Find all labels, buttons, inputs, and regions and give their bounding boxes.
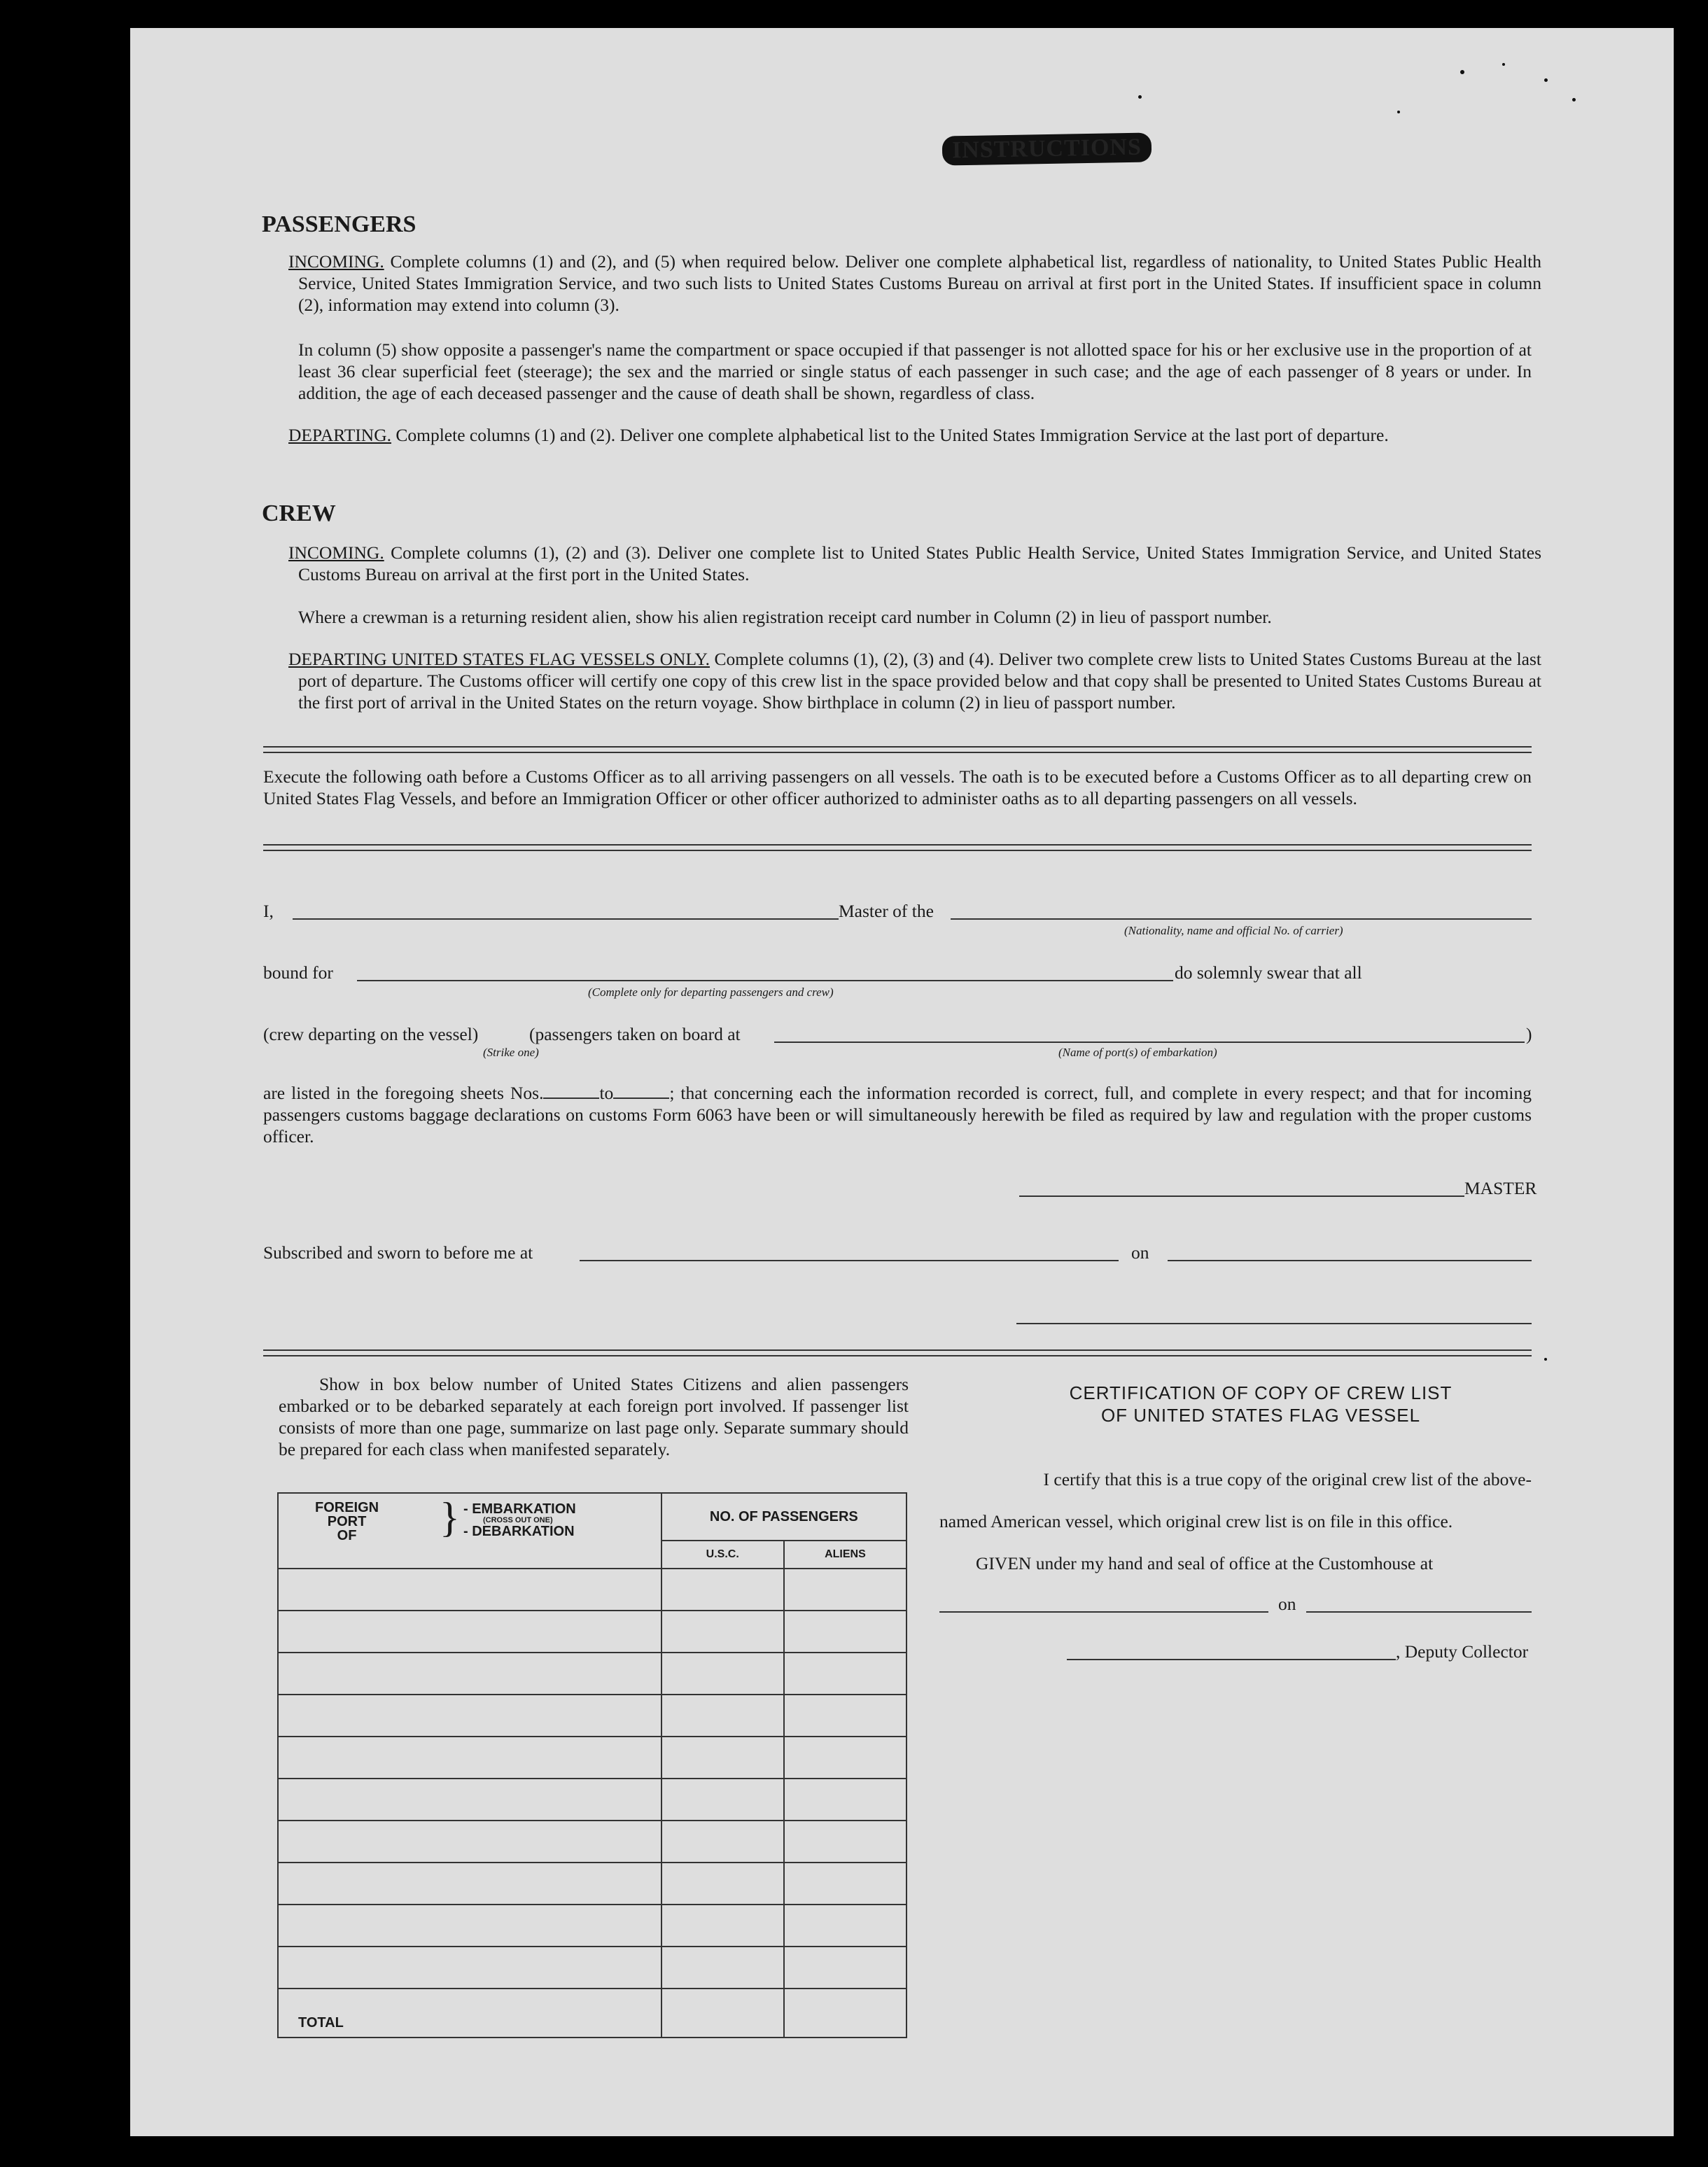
port-cell[interactable]	[278, 1863, 662, 1905]
usc-cell[interactable]	[662, 1863, 784, 1905]
given-line: GIVEN under my hand and seal of office at the Customhouse at	[976, 1553, 1434, 1573]
aliens-cell[interactable]	[784, 1611, 906, 1653]
port-cell[interactable]	[278, 1695, 662, 1737]
listed-to: to	[599, 1083, 614, 1103]
crew-departing-text: Complete columns (1), (2), (3) and (4). Deliver two complete crew lists to United States Customs Bureau at the last port of departure. The Customs officer will certify one copy of this crew list in the space provided below and that copy shall be presented to United States Customs Bureau at the first port of arrival in the United States on the return voyage. Show birthplace in column (2) in lieu of passport number.	[298, 649, 1541, 713]
crew-heading: CREW	[262, 500, 336, 526]
port-cell[interactable]	[278, 1779, 662, 1821]
listed-paragraph	[263, 1082, 1532, 1147]
usc-header: U.S.C.	[662, 1541, 784, 1569]
show-box-paragraph: Show in box below number of United States Citizens and alien passengers embarked or to be debarked separately at each foreign port involved. If passenger list consists of more than one page, summarize on last page only. Separate summary should be prepared for each class when manifested separately.	[279, 1374, 909, 1459]
table-row	[278, 1737, 906, 1779]
total-row	[278, 1989, 906, 2038]
aliens-total-cell[interactable]	[784, 1989, 906, 2038]
aliens-header: ALIENS	[784, 1541, 906, 1569]
passengers-incoming-lead: INCOMING.	[288, 251, 384, 272]
table-row	[278, 1569, 906, 1611]
master-of-label: Master of the	[839, 901, 934, 921]
aliens-cell[interactable]	[784, 1905, 906, 1947]
certify-line-b: named American vessel, which original crew list is on file in this office.	[939, 1511, 1453, 1531]
port-cell[interactable]	[278, 1737, 662, 1779]
usc-cell[interactable]	[662, 1905, 784, 1947]
crew-resident-paragraph: Where a crewman is a returning resident alien, show his alien registration receipt card number in Column (2) in lieu of passport number.	[298, 607, 1272, 627]
scan-speck	[1460, 70, 1464, 74]
scan-speck	[1138, 95, 1142, 99]
subscribed-place-field[interactable]	[580, 1260, 1119, 1261]
port-cell[interactable]	[278, 1611, 662, 1653]
deputy-signature-line[interactable]	[1067, 1659, 1396, 1660]
embarkation-label: - EMBARKATION	[463, 1501, 576, 1517]
scan-speck	[1544, 78, 1548, 82]
usc-cell[interactable]	[662, 1611, 784, 1653]
close-paren: )	[1526, 1024, 1532, 1044]
officer-signature-line[interactable]	[1016, 1323, 1532, 1324]
aliens-cell[interactable]	[784, 1821, 906, 1863]
table-row	[278, 1863, 906, 1905]
port-cell[interactable]	[278, 1821, 662, 1863]
no-passengers-header: NO. OF PASSENGERS	[662, 1493, 906, 1541]
total-label: TOTAL	[278, 1989, 662, 2038]
ports-field[interactable]	[774, 1042, 1525, 1043]
foreign-label: FOREIGN	[315, 1500, 379, 1515]
of-label: OF	[337, 1528, 357, 1543]
usc-cell[interactable]	[662, 1947, 784, 1989]
oath-i-label: I,	[263, 901, 274, 921]
table-row	[278, 1821, 906, 1863]
certification-title-line2: OF UNITED STATES FLAG VESSEL	[1100, 1405, 1421, 1426]
port-cell[interactable]	[278, 1569, 662, 1611]
passengers-column5-paragraph: In column (5) show opposite a passenger's name the compartment or space occupied if that passenger is not allotted space for his or her exclusive use in the proportion of at least 36 clear superficial feet (steerage); the sex and the married or single status of each passenger in such case; and the age of each passenger of 8 years or under. In addition, the age of each deceased passenger and the cause of death shall be shown, regardless of class.	[298, 339, 1532, 403]
table-row	[278, 1779, 906, 1821]
aliens-cell[interactable]	[784, 1737, 906, 1779]
strike-one-hint: (Strike one)	[483, 1046, 539, 1059]
passengers-taken-option[interactable]: (passengers taken on board at	[529, 1024, 741, 1044]
vessel-field[interactable]	[951, 918, 1532, 920]
subscribed-on-label: on	[1131, 1242, 1149, 1263]
passengers-incoming-text: Complete columns (1) and (2), and (5) when required below. Deliver one complete alphabetical list, regardless of nationality, to United States Public Health Service, United States Immigration Service, and two such lists to United States Customs Bureau on arrival at first port in the United States. If insufficient space in column (2), information may extend into column (3).	[298, 251, 1541, 315]
scan-speck	[1572, 98, 1576, 101]
complete-hint: (Complete only for departing passengers and crew)	[588, 986, 834, 999]
aliens-cell[interactable]	[784, 1695, 906, 1737]
aliens-cell[interactable]	[784, 1653, 906, 1695]
aliens-cell[interactable]	[784, 1947, 906, 1989]
table-row	[278, 1947, 906, 1989]
master-name-field[interactable]	[293, 918, 839, 920]
brace-glyph: }	[440, 1494, 460, 1541]
table-row	[278, 1695, 906, 1737]
bound-for-label: bound for	[263, 962, 333, 983]
table-row	[278, 1611, 906, 1653]
subscribed-date-field[interactable]	[1168, 1260, 1532, 1261]
scan-speck	[1397, 111, 1400, 113]
crew-departing-option[interactable]: (crew departing on the vessel)	[263, 1024, 479, 1044]
sheets-from-field[interactable]	[543, 1084, 599, 1099]
cross-out-label: (CROSS OUT ONE)	[483, 1516, 553, 1524]
port-cell[interactable]	[278, 1905, 662, 1947]
listed-text-b: ; that concerning each the information recorded is correct, full, and complete in every respect; and that for incoming passengers customs baggage declarations on customs Form 6063 have been or will simultaneously herewith be filed as required by law and regulation with the proper customs officer.	[263, 1083, 1532, 1146]
certification-title	[1033, 1382, 1488, 1426]
cert-date-field[interactable]	[1306, 1611, 1532, 1613]
aliens-cell[interactable]	[784, 1779, 906, 1821]
aliens-cell[interactable]	[784, 1863, 906, 1905]
table-row	[278, 1653, 906, 1695]
crew-incoming-lead: INCOMING.	[288, 542, 384, 563]
passengers-heading: PASSENGERS	[262, 211, 416, 237]
certification-title-line1: CERTIFICATION OF COPY OF CREW LIST	[1069, 1382, 1452, 1403]
passengers-incoming-paragraph	[288, 251, 1541, 316]
crew-incoming-paragraph	[288, 542, 1541, 585]
port-label: PORT	[327, 1514, 367, 1529]
listed-text-a: are listed in the foregoing sheets Nos.	[263, 1083, 544, 1103]
double-rule-1	[263, 746, 1532, 753]
master-label: MASTER	[1464, 1178, 1537, 1198]
crew-departing-paragraph	[288, 648, 1541, 713]
form-page	[130, 28, 1674, 2136]
usc-cell[interactable]	[662, 1821, 784, 1863]
usc-cell[interactable]	[662, 1737, 784, 1779]
instructions-title: INSTRUCTIONS	[942, 132, 1152, 165]
usc-cell[interactable]	[662, 1569, 784, 1611]
port-cell[interactable]	[278, 1947, 662, 1989]
scan-speck	[1544, 1358, 1547, 1361]
deputy-collector-label: , Deputy Collector	[1396, 1641, 1529, 1662]
ports-hint: (Name of port(s) of embarkation)	[1058, 1046, 1217, 1059]
passenger-summary-table	[277, 1492, 907, 2038]
certify-line-a: I certify that this is a true copy of the original crew list of the above-	[1043, 1469, 1532, 1489]
bound-for-field[interactable]	[357, 980, 1173, 981]
oath-intro-paragraph: Execute the following oath before a Customs Officer as to all arriving passengers on all vessels. The oath is to be executed before a Customs Officer as to all departing crew on United States Flag Vessels, and before an Immigration Officer or other officer authorized to administer oaths as to all departing passengers on all vessels.	[263, 766, 1532, 808]
master-signature-line[interactable]	[1019, 1195, 1464, 1197]
customhouse-field[interactable]	[939, 1611, 1268, 1613]
passengers-departing-lead: DEPARTING.	[288, 425, 391, 445]
crew-incoming-text: Complete columns (1), (2) and (3). Deliver one complete list to United States Public Health Service, United States Immigration Service, and United States Customs Bureau on arrival at the first port in the United States.	[298, 542, 1541, 584]
table-row	[278, 1905, 906, 1947]
aliens-cell[interactable]	[784, 1569, 906, 1611]
double-rule-3	[263, 1349, 1532, 1356]
solemnly-swear-label: do solemnly swear that all	[1175, 962, 1362, 983]
scan-speck	[1502, 63, 1505, 66]
port-cell[interactable]	[278, 1653, 662, 1695]
usc-cell[interactable]	[662, 1695, 784, 1737]
crew-departing-lead: DEPARTING UNITED STATES FLAG VESSELS ONLY.	[288, 649, 710, 669]
usc-cell[interactable]	[662, 1779, 784, 1821]
double-rule-2	[263, 844, 1532, 851]
debarkation-label: - DEBARKATION	[463, 1524, 575, 1539]
passengers-departing-paragraph	[288, 424, 1541, 446]
port-header-cell	[278, 1493, 662, 1569]
nationality-hint: (Nationality, name and official No. of carrier)	[1124, 924, 1343, 937]
subscribed-label: Subscribed and sworn to before me at	[263, 1242, 533, 1263]
usc-cell[interactable]	[662, 1653, 784, 1695]
usc-total-cell[interactable]	[662, 1989, 784, 2038]
cert-on-label: on	[1278, 1594, 1296, 1614]
sheets-to-field[interactable]	[613, 1084, 669, 1099]
passengers-departing-text: Complete columns (1) and (2). Deliver one complete alphabetical list to the United States Immigration Service at the last port of departure.	[391, 425, 1389, 445]
